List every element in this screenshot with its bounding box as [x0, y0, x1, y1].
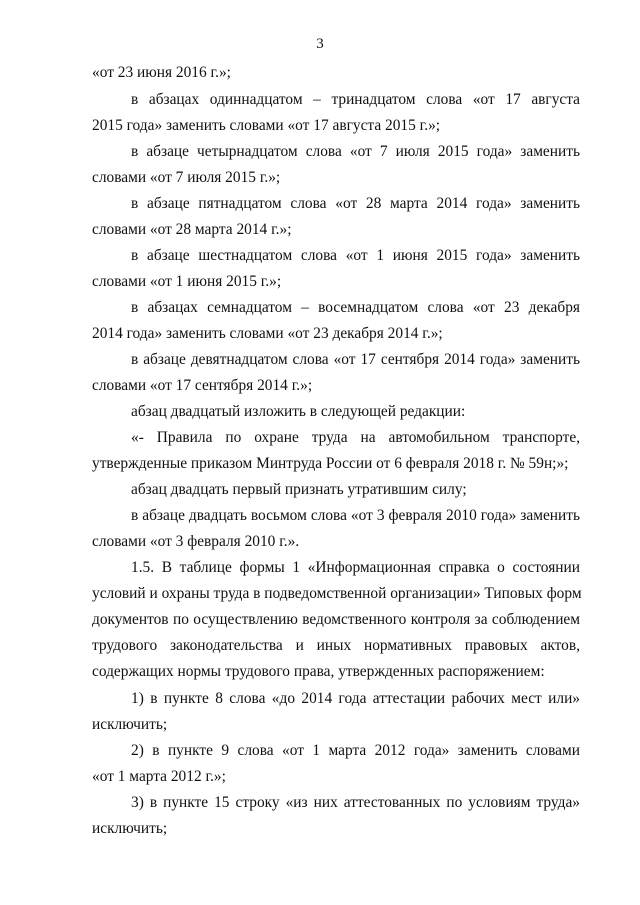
- text-line: словами «от 17 сентября 2014 г.»;: [92, 377, 313, 394]
- text-line: абзац двадцать первый признать утратившим силу;: [131, 481, 467, 498]
- text-line: абзац двадцатый изложить в следующей редакции:: [131, 403, 466, 420]
- text-line: в абзаце пятнадцатом слова «от 28 марта 2014 года» заменить: [131, 195, 580, 212]
- text-line: документов по осуществлению ведомственного контроля за соблюдением: [92, 611, 580, 628]
- text-line: в абзаце двадцать восьмом слова «от 3 февраля 2010 года» заменить: [131, 507, 580, 524]
- text-line: условий и охраны труда в подведомственной организации» Типовых форм: [92, 585, 582, 602]
- text-line: словами «от 3 февраля 2010 г.».: [92, 533, 300, 550]
- text-line: исключить;: [92, 716, 168, 733]
- text-line: «- Правила по охране труда на автомобильном транспорте,: [131, 429, 580, 446]
- text-line: 2) в пункте 9 слова «от 1 марта 2012 года» заменить словами: [131, 742, 580, 759]
- text-line: «от 23 июня 2016 г.»;: [92, 64, 231, 81]
- text-line: «от 1 марта 2012 г.»;: [92, 768, 226, 785]
- text-line: утвержденные приказом Минтруда России от 6 февраля 2018 г. № 59н;»;: [92, 455, 569, 472]
- text-line: трудового законодательства и иных нормативных правовых актов,: [92, 637, 580, 654]
- text-line: в абзаце шестнадцатом слова «от 1 июня 2015 года» заменить: [131, 247, 580, 264]
- page-number: 3: [316, 36, 324, 52]
- text-line: содержащих нормы трудового права, утвержденных распоряжением:: [92, 663, 545, 680]
- text-line: 3) в пункте 15 строку «из них аттестованных по условиям труда»: [131, 794, 580, 811]
- text-line: словами «от 1 июня 2015 г.»;: [92, 273, 282, 290]
- text-line: 1) в пункте 8 слова «до 2014 года аттестации рабочих мест или»: [131, 690, 580, 707]
- text-line: в абзаце девятнадцатом слова «от 17 сентября 2014 года» заменить: [131, 351, 580, 368]
- text-line: словами «от 28 марта 2014 г.»;: [92, 221, 292, 238]
- text-line: в абзацах семнадцатом – восемнадцатом слова «от 23 декабря: [131, 299, 580, 316]
- text-line: 1.5. В таблице формы 1 «Информационная справка о состоянии: [131, 559, 580, 576]
- text-line: 2014 года» заменить словами «от 23 декабря 2014 г.»;: [92, 325, 443, 342]
- text-line: словами «от 7 июля 2015 г.»;: [92, 169, 281, 186]
- text-line: в абзаце четырнадцатом слова «от 7 июля 2015 года» заменить: [131, 143, 580, 160]
- text-line: в абзацах одиннадцатом – тринадцатом слова «от 17 августа: [131, 91, 580, 108]
- text-line: 2015 года» заменить словами «от 17 августа 2015 г.»;: [92, 117, 441, 134]
- text-line: исключить;: [92, 820, 168, 837]
